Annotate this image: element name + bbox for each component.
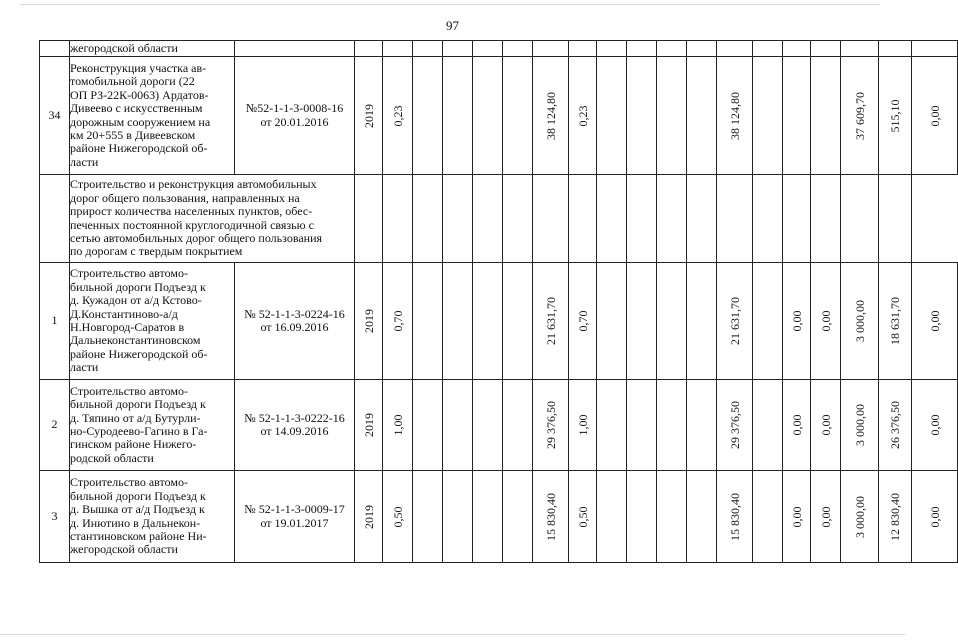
- completion-year: 2019: [355, 57, 383, 175]
- length-value: 0,50: [383, 471, 413, 563]
- row-number: 34: [40, 57, 70, 175]
- investment-table: [39, 40, 958, 563]
- completion-year: 2019: [355, 471, 383, 563]
- length-value-2: 0,50: [569, 471, 597, 563]
- funding-regional: 515,10: [879, 57, 912, 175]
- object-name: Строительство автомо- бильной дороги Подъезд к д. Тяпино от а/д Бутурли- но-Суродеево-Гагино в Га- гинском районе Нижего- родской области: [70, 380, 235, 471]
- funding-col-10: 0,00: [783, 380, 811, 471]
- scan-artifact-bottom: [0, 634, 905, 635]
- completion-year: 2019: [355, 380, 383, 471]
- funding-col-11: 0,00: [811, 263, 841, 380]
- row-number: 2: [40, 380, 70, 471]
- funding-federal: 3 000,00: [841, 471, 879, 563]
- funding-col-11: 0,00: [811, 471, 841, 563]
- total-cost-2: 38 124,80: [717, 57, 753, 175]
- completion-year: 2019: [355, 263, 383, 380]
- approval-document: № 52-1-1-3-0009-17 от 19.01.2017: [235, 471, 355, 563]
- length-value-2: 0,70: [569, 263, 597, 380]
- funding-other: 0,00: [912, 380, 958, 471]
- total-cost: 21 631,70: [533, 263, 569, 380]
- table-row-1: [40, 263, 958, 380]
- funding-other: 0,00: [912, 57, 958, 175]
- scan-artifact-top: [20, 4, 880, 5]
- object-name: Реконструкция участка ав- томобильной дороги (22 ОП РЗ-22К-0063) Ардатов- Дивеево с искусственным дорожным сооружением на км 20+555 в Дивеевском районе Нижегородской об- ласти: [70, 57, 235, 175]
- funding-other: 0,00: [912, 263, 958, 380]
- total-cost: 29 376,50: [533, 380, 569, 471]
- approval-document: № 52-1-1-3-0222-16 от 14.09.2016: [235, 380, 355, 471]
- funding-federal: 3 000,00: [841, 263, 879, 380]
- funding-federal: 3 000,00: [841, 380, 879, 471]
- length-value: 0,70: [383, 263, 413, 380]
- total-cost-2: 29 376,50: [717, 380, 753, 471]
- table-row-3: [40, 471, 958, 563]
- length-value: 0,23: [383, 57, 413, 175]
- object-name: Строительство автомо- бильной дороги Подъезд к д. Вышка от а/д Подъезд к д. Инютино в Дальнекон- стантиновском районе Ни- жегородской области: [70, 471, 235, 563]
- funding-regional: 26 376,50: [879, 380, 912, 471]
- table-row-continuation: [40, 41, 958, 57]
- row-name: жегородской области: [70, 41, 235, 57]
- table-row-2: [40, 380, 958, 471]
- page-number: 97: [446, 18, 459, 33]
- approval-document: № 52-1-1-3-0224-16 от 16.09.2016: [235, 263, 355, 380]
- total-cost: 15 830,40: [533, 471, 569, 563]
- object-name: Строительство автомо- бильной дороги Подъезд к д. Кужадон от а/д Кстово- Д.Константиново-а/д Н.Новгород-Саратов в Дальнеконстантиновском районе Нижегородской об- ласти: [70, 263, 235, 380]
- length-value-2: 1,00: [569, 380, 597, 471]
- funding-other: 0,00: [912, 471, 958, 563]
- funding-regional: 12 830,40: [879, 471, 912, 563]
- funding-col-10: 0,00: [783, 471, 811, 563]
- funding-col-11: 0,00: [811, 380, 841, 471]
- length-value-2: 0,23: [569, 57, 597, 175]
- table-row-section: [40, 175, 958, 263]
- funding-federal: 37 609,70: [841, 57, 879, 175]
- row-number: 3: [40, 471, 70, 563]
- total-cost-2: 21 631,70: [717, 263, 753, 380]
- section-title: Строительство и реконструкция автомобильных дорог общего пользования, направленных на прирост количества населенных пунктов, обес- печенных постоянной круглогодичной связью с сетью автомобильных дорог общего пользования по дорогам с твердым покрытием: [70, 175, 355, 263]
- length-value: 1,00: [383, 380, 413, 471]
- approval-document: №52-1-1-3-0008-16 от 20.01.2016: [235, 57, 355, 175]
- funding-regional: 18 631,70: [879, 263, 912, 380]
- funding-col-10: 0,00: [783, 263, 811, 380]
- total-cost: 38 124,80: [533, 57, 569, 175]
- row-number: 1: [40, 263, 70, 380]
- table-row-34: [40, 57, 958, 175]
- total-cost-2: 15 830,40: [717, 471, 753, 563]
